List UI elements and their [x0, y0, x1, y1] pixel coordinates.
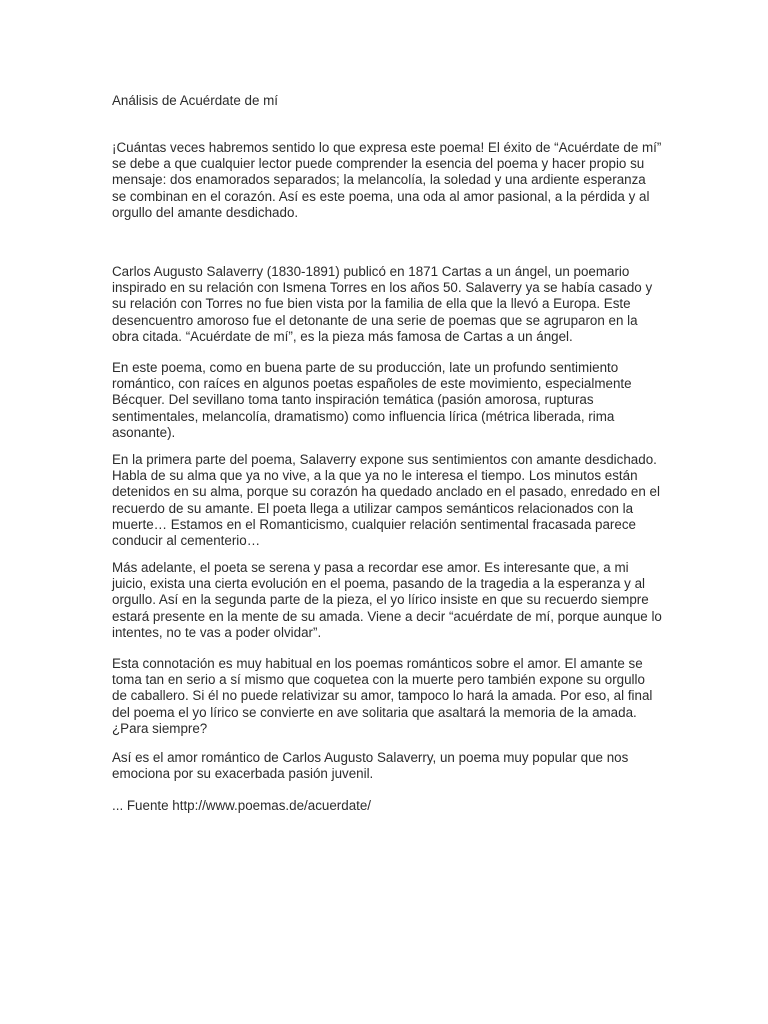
text-line: Así es el amor romántico de Carlos Augusto Salaverry, un poema muy popular que nos: [112, 750, 629, 765]
paragraph-second-part: [112, 560, 662, 641]
paragraph-first-part: [112, 452, 660, 549]
text-line: Bécquer. Del sevillano toma tanto inspiración temática (pasión amorosa, rupturas: [112, 392, 594, 408]
text-line: orgullo. Así en la segunda parte de la pieza, el yo lírico insiste en que su recuerdo siempre: [112, 592, 649, 608]
text-line: ¿Para siempre?: [112, 720, 208, 736]
document-title: Análisis de Acuérdate de mí: [112, 93, 278, 108]
text-line: En la primera parte del poema, Salaverry expone sus sentimientos con amante desdichado.: [112, 452, 657, 467]
text-line: se combinan en el corazón. Así es este poema, una oda al amor pasional, a la pérdida y al: [112, 188, 650, 204]
text-line: ¡Cuántas veces habremos sentido lo que expresa este poema! El éxito de “Acuérdate de mí”: [112, 140, 662, 155]
text-line: sentimentales, melancolía, dramatismo) como influencia lírica (métrica liberada, rima: [112, 408, 615, 424]
text-line: inspirado en su relación con Ismena Torres en los años 50. Salaverry ya se había casado y: [112, 280, 653, 296]
text-line: emociona por su exacerbada pasión juvenil.: [112, 766, 374, 782]
text-line: toma tan en serio a sí mismo que coquetea con la muerte pero también expone su orgullo: [112, 672, 645, 688]
text-line: Esta connotación es muy habitual en los poemas románticos sobre el amor. El amante se: [112, 656, 643, 671]
text-line: detenidos en su alma, porque su corazón ha quedado anclado en el pasado, enredado en el: [112, 484, 660, 500]
source-note: [112, 798, 371, 814]
text-line: obra citada. “Acuérdate de mí”, es la pieza más famosa de Cartas a un ángel.: [112, 328, 573, 344]
text-line: intentes, no te vas a poder olvidar”.: [112, 624, 322, 640]
paragraph-connotation: [112, 656, 652, 737]
text-line: juicio, exista una cierta evolución en el poema, pasando de la tragedia a la esperanza y al: [112, 576, 645, 592]
text-line: orgullo del amante desdichado.: [112, 204, 299, 220]
text-line: conducir al cementerio…: [112, 533, 261, 549]
paragraph-intro: [112, 140, 661, 221]
source-line: ... Fuente http://www.poemas.de/acuerdate/: [112, 798, 372, 813]
paragraph-romanticism: [112, 360, 632, 441]
text-line: Carlos Augusto Salaverry (1830-1891) publicó en 1871 Cartas a un ángel, un poemario: [112, 264, 630, 279]
paragraph-conclusion: [112, 750, 628, 782]
text-line: En este poema, como en buena parte de su producción, late un profundo sentimiento: [112, 360, 619, 375]
text-line: de caballero. Si él no puede relativizar su amor, tampoco lo hará la amada. Por eso, al final: [112, 688, 653, 704]
text-line: romántico, con raíces en algunos poetas españoles de este movimiento, especialmente: [112, 376, 632, 392]
text-line: Habla de su alma que ya no vive, a la que ya no le interesa el tiempo. Los minutos están: [112, 468, 638, 484]
text-line: muerte… Estamos en el Romanticismo, cualquier relación sentimental fracasada parece: [112, 516, 636, 532]
text-line: recuerdo de su amante. El poeta llega a utilizar campos semánticos relacionados con la: [112, 500, 634, 516]
text-line: desencuentro amoroso fue el detonante de una serie de poemas que se agruparon en la: [112, 312, 638, 328]
text-line: Más adelante, el poeta se serena y pasa a recordar ese amor. Es interesante que, a mi: [112, 560, 629, 575]
text-line: del poema el yo lírico se convierte en ave solitaria que asaltará la memoria de la amada.: [112, 704, 637, 720]
text-line: asonante).: [112, 424, 176, 440]
paragraph-biography: [112, 264, 652, 345]
text-line: su relación con Torres no fue bien vista por la familia de ella que la llevó a Europa. Este: [112, 296, 631, 312]
text-line: mensaje: dos enamorados separados; la melancolía, la soledad y una ardiente esperanza: [112, 172, 646, 188]
text-line: estará presente en la mente de su amada. Viene a decir “acuérdate de mí, porque aunque lo: [112, 608, 662, 624]
text-line: se debe a que cualquier lector puede comprender la esencia del poema y hacer propio su: [112, 156, 645, 172]
